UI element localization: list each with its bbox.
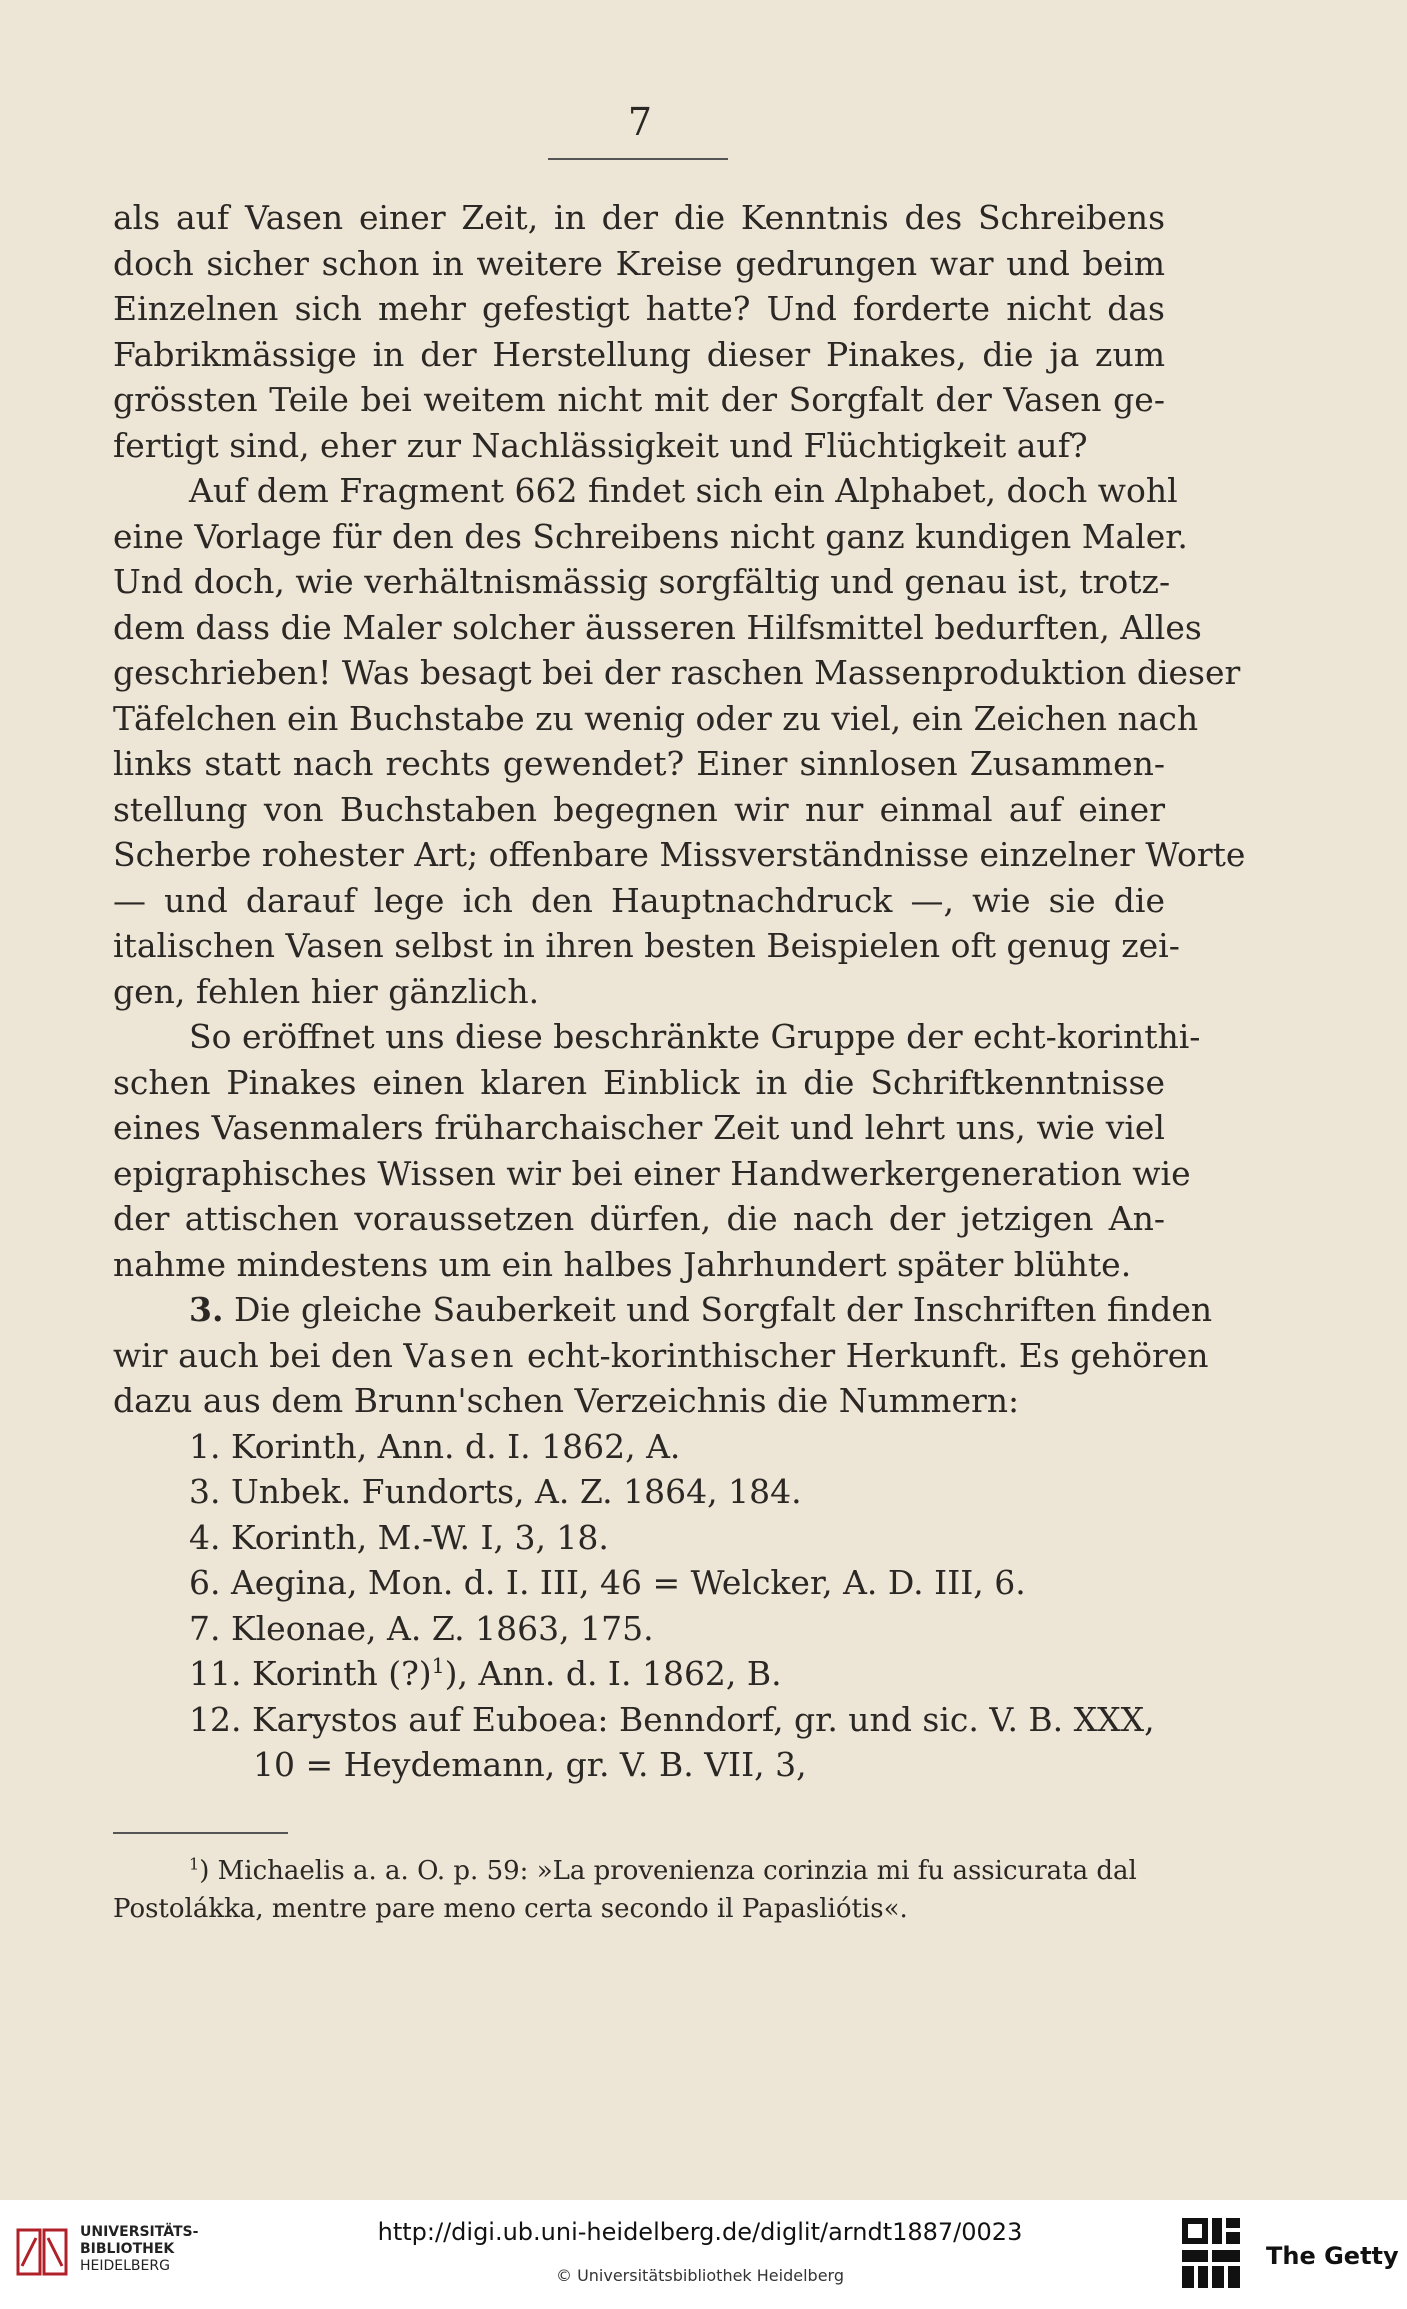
text-line: Täfelchen ein Buchstabe zu wenig oder zu viel, ein Zeichen nach [113,698,1199,738]
text-line: stellung von Buchstaben begegnen wir nur einmal auf einer [113,789,1165,829]
sponsor-name: The Getty [1266,2242,1399,2270]
text-line: Scherbe rohester Art; offenbare Missverständnisse einzelner Worte [113,835,1246,874]
text-line: nahme mindestens um ein halbes Jahrhundert später blühte. [113,1244,1132,1284]
list-item-12-line-2: 10 = Heydemann, gr. V. B. VII, 3, [253,1745,807,1784]
list-item-11-text-after: ), Ann. d. I. 1862, B. [444,1654,782,1693]
section-3-text-post: echt-korinthischer Herkunft. Es gehören [516,1335,1209,1375]
text-line: fertigt sind, eher zur Nachlässigkeit und Flüchtigkeit auf? [113,425,1088,465]
permalink-url[interactable]: http://digi.ub.uni-heidelberg.de/diglit/arndt1887/0023 [377,2218,1023,2246]
list-item: 1. Korinth, Ann. d. I. 1862, A. [189,1426,681,1466]
text-line: gen, fehlen hier gänzlich. [113,971,540,1011]
section-3-text: Die gleiche Sauberkeit und Sorgfalt der Inschriften finden [233,1290,1213,1329]
section-3-line-3: dazu aus dem Brunn'schen Verzeichnis die Nummern: [113,1381,1020,1420]
list-item: 7. Kleonae, A. Z. 1863, 175. [189,1608,654,1648]
text-line: der attischen voraussetzen dürfen, die nach der jetzigen An- [113,1199,1165,1238]
footnote-ref: 1 [431,1654,445,1678]
library-name [80,2224,198,2275]
footnote-rule [113,1832,288,1834]
text-line: italischen Vasen selbst in ihren besten Beispielen oft genug zei- [113,926,1180,965]
text-line: So eröffnet uns diese beschränkte Gruppe der echt-korinthi- [189,1017,1201,1056]
list-item: 4. Korinth, M.-W. I, 3, 18. [189,1517,609,1557]
list-item: 3. Unbek. Fundorts, A. Z. 1864, 184. [189,1472,802,1511]
text-line: links statt nach rechts gewendet? Einer sinnlosen Zusammen- [113,744,1165,783]
library-name-line-1: UNIVERSITÄTS- [80,2224,199,2240]
text-line: — und darauf lege ich den Hauptnachdruck —, wie sie die [113,880,1165,920]
text-line: Fabrikmässige in der Herstellung dieser Pinakes, die ja zum [113,334,1165,374]
ub-heidelberg-logo-icon [14,2222,74,2282]
section-3-spaced-word: Vasen [403,1335,517,1375]
list-item-11-text: 11. Korinth (?) [189,1654,432,1693]
page-number: 7 [627,100,653,144]
footnote-line-2: Postolákka, mentre pare meno certa secondo il Papasliótis«. [113,1894,908,1924]
text-line: epigraphisches Wissen wir bei einer Handwerkergeneration wie [113,1153,1191,1193]
number-list [113,1424,1165,1652]
text-line: dem dass die Maler solcher äusseren Hilfsmittel bedurften, Alles [113,607,1202,647]
text-line: schen Pinakes einen klaren Einblick in die Schriftkenntnisse [113,1062,1165,1102]
text-line: eines Vasenmalers früharchaischer Zeit und lehrt uns, wie viel [113,1108,1165,1147]
header-rule [548,158,728,160]
getty-logo-icon [1180,2216,1242,2290]
library-name-line-3: HEIDELBERG [80,2258,170,2274]
body-text [113,195,1246,1788]
footer-bar [0,2200,1407,2309]
list-item-11 [113,1651,1165,1697]
footnote [113,1852,1165,1928]
text-line: eine Vorlage für den des Schreibens nicht ganz kundigen Maler. [113,516,1188,556]
copyright-notice: © Universitätsbibliothek Heidelberg [555,2266,844,2285]
text-line: grössten Teile bei weitem nicht mit der Sorgfalt der Vasen ge- [113,380,1165,419]
section-3-text-pre: wir auch bei den [113,1335,404,1375]
text-line: Und doch, wie verhältnismässig sorgfältig und genau ist, trotz- [113,562,1171,601]
text-line: als auf Vasen einer Zeit, in der die Kenntnis des Schreibens [113,198,1165,237]
text-line: Auf dem Fragment 662 findet sich ein Alphabet, doch wohl [189,471,1178,510]
footnote-line-1 [113,1852,1165,1890]
footnote-text-1: ) Michaelis a. a. O. p. 59: »La provenienza corinzia mi fu assicurata dal [199,1856,1137,1886]
paragraphs [113,195,1246,1287]
library-name-line-2: BIBLIOTHEK [80,2241,175,2257]
section-number: 3. [189,1290,224,1329]
text-line: doch sicher schon in weitere Kreise gedrungen war und beim [113,243,1165,283]
footnote-marker: 1 [189,1854,200,1874]
list-item: 6. Aegina, Mon. d. I. III, 46 = Welcker, A. D. III, 6. [189,1563,1026,1602]
list-item-12-line-1: 12. Karystos auf Euboea: Benndorf, gr. und sic. V. B. XXX, [189,1699,1155,1739]
text-line: Einzelnen sich mehr gefestigt hatte? Und forderte nicht das [113,289,1165,328]
text-line: geschrieben! Was besagt bei der raschen Massenproduktion dieser [113,653,1241,692]
section-3-line-2 [113,1333,1209,1379]
section-3-line-1 [113,1287,1213,1333]
